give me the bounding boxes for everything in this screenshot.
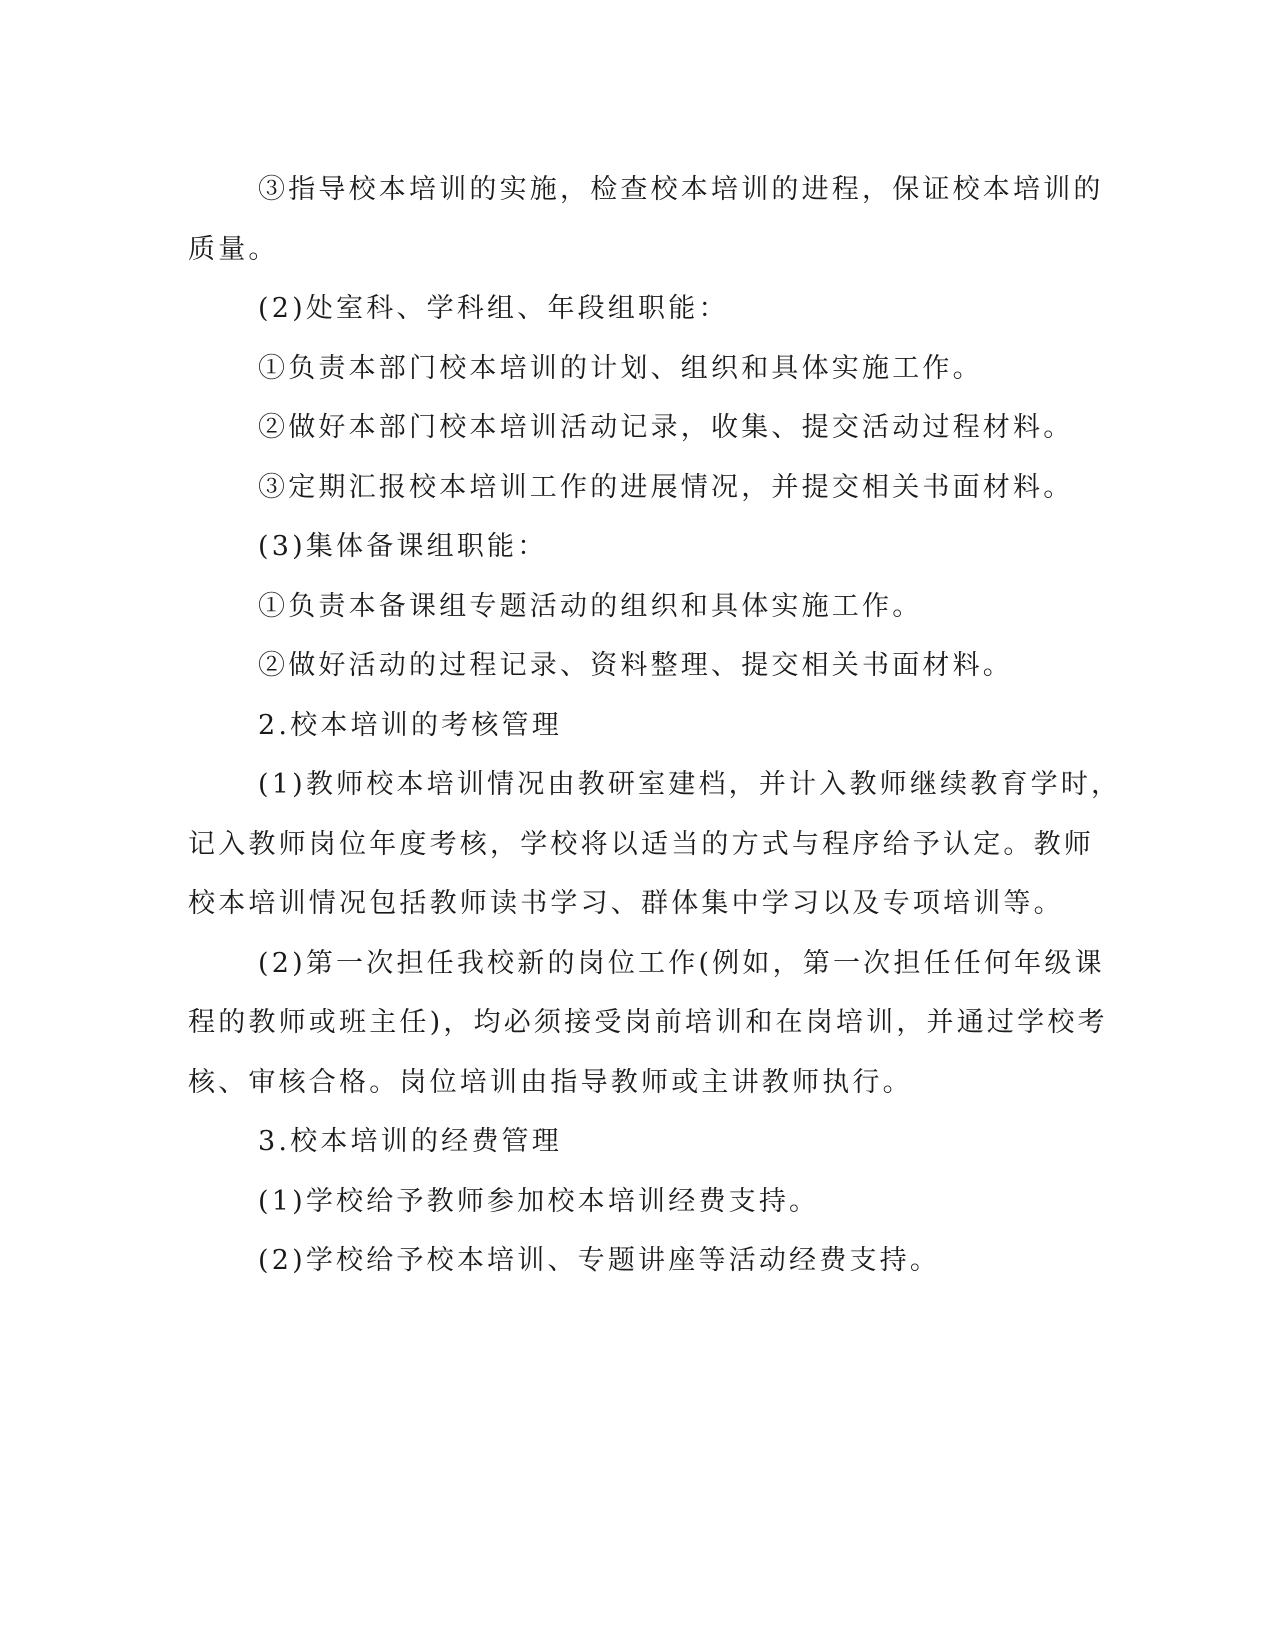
document-body [188, 160, 1122, 1291]
text-line: 记入教师岗位年度考核，学校将以适当的方式与程序给予认定。教师 [188, 828, 1094, 860]
text-line: 程的教师或班主任)，均必须接受岗前培训和在岗培训，并通过学校考 [188, 1007, 1108, 1038]
text-line: 核、审核合格。岗位培训由指导教师或主讲教师执行。 [188, 1066, 913, 1098]
list-item: ①负责本备课组专题活动的组织和具体实施工作。 [258, 590, 923, 622]
list-item: (2)学校给予校本培训、专题讲座等活动经费支持。 [258, 1245, 941, 1276]
list-item: ②做好活动的过程记录、资料整理、提交相关书面材料。 [258, 650, 1013, 681]
text-line: (1)教师校本培训情况由教研室建档，并计入教师继续教育学时， [258, 769, 1122, 800]
text-line: 质量。 [188, 233, 279, 265]
section-heading: 3.校本培训的经费管理 [258, 1126, 562, 1157]
list-item: ③定期汇报校本培训工作的进展情况，并提交相关书面材料。 [258, 471, 1074, 503]
list-item: ②做好本部门校本培训活动记录，收集、提交活动过程材料。 [258, 412, 1074, 443]
text-line: ③指导校本培训的实施，检查校本培训的进程，保证校本培训的 [258, 174, 1104, 205]
subsection-heading: (3)集体备课组职能： [258, 531, 548, 562]
subsection-heading: (2)处室科、学科组、年段组职能： [258, 293, 729, 324]
section-heading: 2.校本培训的考核管理 [258, 709, 562, 741]
text-line: (2)第一次担任我校新的岗位工作(例如，第一次担任任何年级课 [258, 947, 1105, 979]
list-item: (1)学校给予教师参加校本培训经费支持。 [258, 1185, 820, 1217]
list-item: ①负责本部门校本培训的计划、组织和具体实施工作。 [258, 352, 983, 384]
text-line: 校本培训情况包括教师读书学习、群体集中学习以及专项培训等。 [188, 888, 1064, 919]
